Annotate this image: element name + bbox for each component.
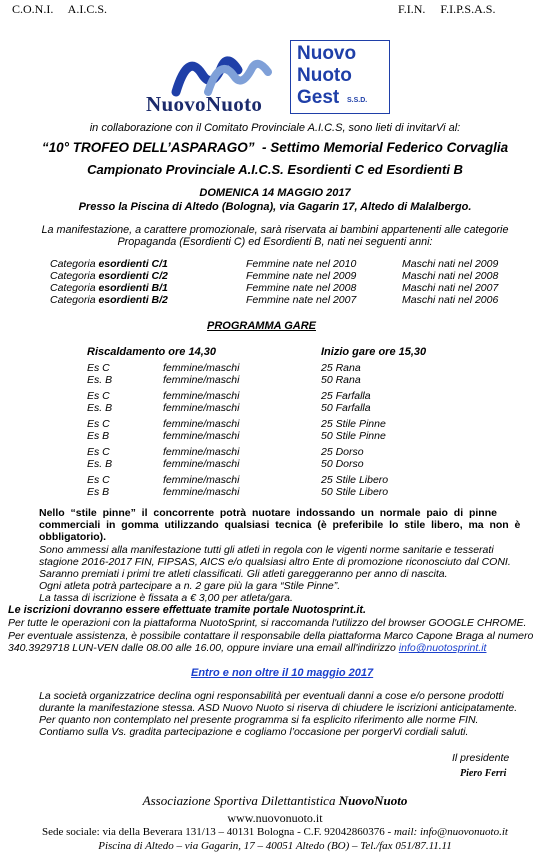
nuovonuotogest-logo <box>290 40 390 114</box>
rule-line: Sono ammessi alla manifestazione tutti gli atleti in regola con le vigenti norme sanitarie e tesserati <box>39 544 494 556</box>
race-cat: Es B <box>87 430 110 442</box>
race-gender: femmine/maschi <box>163 362 240 374</box>
event-subtitle: Campionato Provinciale A.I.C.S. Esordienti C ed Esordienti B <box>87 162 463 177</box>
closing-line: La società organizzatrice declina ogni responsabilità per eventuali danni a cose e/o persone prodotti <box>39 690 504 702</box>
closing-line: Contiamo sulla Vs. gradita partecipazione e cogliamo l’occasione per porgerVi cordiali saluti. <box>39 726 469 738</box>
header-right: F.I.N. F.I.P.S.A.S. <box>398 2 496 16</box>
operations-block <box>8 617 533 655</box>
pinne-note <box>39 507 529 543</box>
category-female: Femmine nate nel 2008 <box>246 282 357 294</box>
race-cat: Es C <box>87 390 110 402</box>
race-event: 50 Rana <box>321 374 361 386</box>
race-cat: Es B <box>87 486 110 498</box>
rules-block <box>39 544 511 604</box>
race-event: 25 Stile Libero <box>321 474 389 486</box>
warmup-time: Riscaldamento ore 14,30 <box>87 346 217 358</box>
category-female: Femmine nate nel 2007 <box>246 294 357 306</box>
category-female: Femmine nate nel 2009 <box>246 270 357 282</box>
race-gender: femmine/maschi <box>163 474 240 486</box>
nng-ssd: S.S.D. <box>347 97 368 104</box>
race-cat: Es C <box>87 446 110 458</box>
pinne-note-line2: commerciali in gomma utilizzando qualsiasi tecnica (è preferibile lo stile libero, ma non è <box>39 519 521 531</box>
race-cat: Es. B <box>87 402 113 414</box>
footer-association <box>0 793 550 809</box>
header-left: C.O.N.I. A.I.C.S. <box>12 2 108 16</box>
intro-text: in collaborazione con il Comitato Provinciale A.I.C.S, sono lieti di invitarVi al: <box>89 122 461 134</box>
category-male: Maschi nati nel 2008 <box>402 270 499 282</box>
operations-line1: Per tutte le operazioni con la piattaforma NuotoSprint, si raccomanda l'utilizzo del browser GOOGLE CHROME. <box>8 617 527 629</box>
race-event: 25 Stile Pinne <box>321 418 386 430</box>
race-event: 25 Rana <box>321 362 361 374</box>
race-gender: femmine/maschi <box>163 390 240 402</box>
iscrizioni-note: Le iscrizioni dovranno essere effettuate tramite portale Nuotosprint.it. <box>8 604 366 616</box>
rule-line: Ogni atleta potrà partecipare a n. 2 gare più la gara “Stile Pinne”. <box>39 580 341 592</box>
footer-assoc-prefix: Associazione Sportiva Dilettantistica <box>142 793 339 808</box>
race-cat: Es C <box>87 362 110 374</box>
event-title: “10° TROFEO DELL’ASPARAGO” - Settimo Memorial Federico Corvaglia <box>41 140 509 155</box>
contact-line <box>8 642 533 655</box>
race-gender: femmine/maschi <box>163 446 240 458</box>
footer-website: www.nuovonuoto.it <box>227 811 323 825</box>
race-event: 50 Stile Pinne <box>321 430 386 442</box>
category-male: Maschi nati nel 2007 <box>402 282 499 294</box>
operations-line2: Per eventuale assistenza, è possibile contattare il responsabile della piattaforma Marco Capone Braga al numero <box>8 629 534 642</box>
category-name: esordienti B/2 <box>98 294 168 306</box>
race-gender: femmine/maschi <box>163 374 240 386</box>
race-event: 50 Dorso <box>321 458 364 470</box>
race-event: 25 Dorso <box>321 446 364 458</box>
closing-line: Per quanto non contemplato nel presente programma si fa esplicito riferimento alle norme FIN. <box>39 714 479 726</box>
event-venue: Presso la Piscina di Altedo (Bologna), via Gagarin 17, Altedo di Malalbergo. <box>78 201 472 213</box>
rule-line: La tassa di iscrizione è fissata a € 3,00 per atleta/gara. <box>39 592 293 604</box>
signature-name: Piero Ferri <box>460 768 507 779</box>
nuovonuoto-wordmark: NuovoNuoto <box>146 92 263 116</box>
start-time: Inizio gare ore 15,30 <box>321 346 427 358</box>
footer-piscina: Piscina di Altedo – via Gagarin, 17 – 40051 Altedo (BO) – Tel./fax 051/87.11.11 <box>98 840 452 852</box>
category-name: esordienti B/1 <box>98 282 168 294</box>
category-prefix: Categoria <box>50 282 99 294</box>
category-prefix: Categoria <box>50 270 99 282</box>
nng-line1: Nuovo <box>297 43 357 64</box>
category-female: Femmine nate nel 2010 <box>246 258 357 270</box>
description-line2: Propaganda (Esordienti C) ed Esordienti B, nati nei seguenti anni: <box>117 236 433 248</box>
race-cat: Es. B <box>87 458 113 470</box>
race-event: 50 Stile Libero <box>321 486 389 498</box>
race-event: 25 Farfalla <box>321 390 371 402</box>
race-gender: femmine/maschi <box>163 430 240 442</box>
description-line1: La manifestazione, a carattere promozionale, sarà riservata ai bambini appartenenti alle categorie <box>41 224 509 236</box>
nuovonuoto-logo <box>146 52 278 122</box>
signature-title: Il presidente <box>452 752 510 764</box>
rule-line: stagione 2016-2017 FIN, FIPSAS, AICS e/o qualsiasi altro Ente di promozione riconosciuto dal CONI. <box>39 556 511 568</box>
rule-line: Saranno premiati i primi tre atleti classificati. Gli atleti gareggeranno per anno di nascita. <box>39 568 448 580</box>
category-male: Maschi nati nel 2009 <box>402 258 499 270</box>
pinne-note-line3: obbligatorio). <box>39 531 107 543</box>
closing-line: durante la manifestazione stessa. ASD Nuovo Nuoto si riserva di chiudere le iscrizioni anticipatamente. <box>39 702 518 714</box>
pinne-note-line1: Nello “stile pinne” il concorrente potrà nuotare indossando un normale paio di pinne <box>39 507 497 519</box>
race-gender: femmine/maschi <box>163 458 240 470</box>
footer-sede-mail: mail: info@nuovonuoto.it <box>393 826 508 838</box>
category-label <box>50 258 168 270</box>
nng-line2: Nuoto <box>297 65 352 86</box>
contact-email-link[interactable]: info@nuotosprint.it <box>398 642 487 654</box>
event-date: DOMENICA 14 MAGGIO 2017 <box>199 187 351 199</box>
race-gender: femmine/maschi <box>163 418 240 430</box>
deadline: Entro e non oltre il 10 maggio 2017 <box>191 667 374 679</box>
category-prefix: Categoria <box>50 258 99 270</box>
race-cat: Es C <box>87 418 110 430</box>
footer-sede-text: Sede sociale: via della Beverara 131/13 – 40131 Bologna - C.F. 92042860376 - <box>42 826 394 838</box>
race-event: 50 Farfalla <box>321 402 371 414</box>
category-name: esordienti C/1 <box>98 258 168 270</box>
category-name: esordienti C/2 <box>98 270 168 282</box>
category-label <box>50 270 168 282</box>
category-male: Maschi nati nel 2006 <box>402 294 499 306</box>
contact-text: 340.3929718 LUN-VEN dalle 08.00 alle 16.00, oppure inviare una email all'indirizzo <box>8 642 399 654</box>
race-cat: Es C <box>87 474 110 486</box>
category-prefix: Categoria <box>50 294 99 306</box>
race-cat: Es. B <box>87 374 113 386</box>
footer-assoc-name: NuovoNuoto <box>338 793 408 808</box>
category-label <box>50 294 168 306</box>
race-gender: femmine/maschi <box>163 486 240 498</box>
programma-title: PROGRAMMA GARE <box>207 320 316 332</box>
closing-block <box>39 690 517 738</box>
footer-sede <box>0 826 550 838</box>
nng-line3: Gest <box>297 87 340 108</box>
category-label <box>50 282 168 294</box>
race-gender: femmine/maschi <box>163 402 240 414</box>
